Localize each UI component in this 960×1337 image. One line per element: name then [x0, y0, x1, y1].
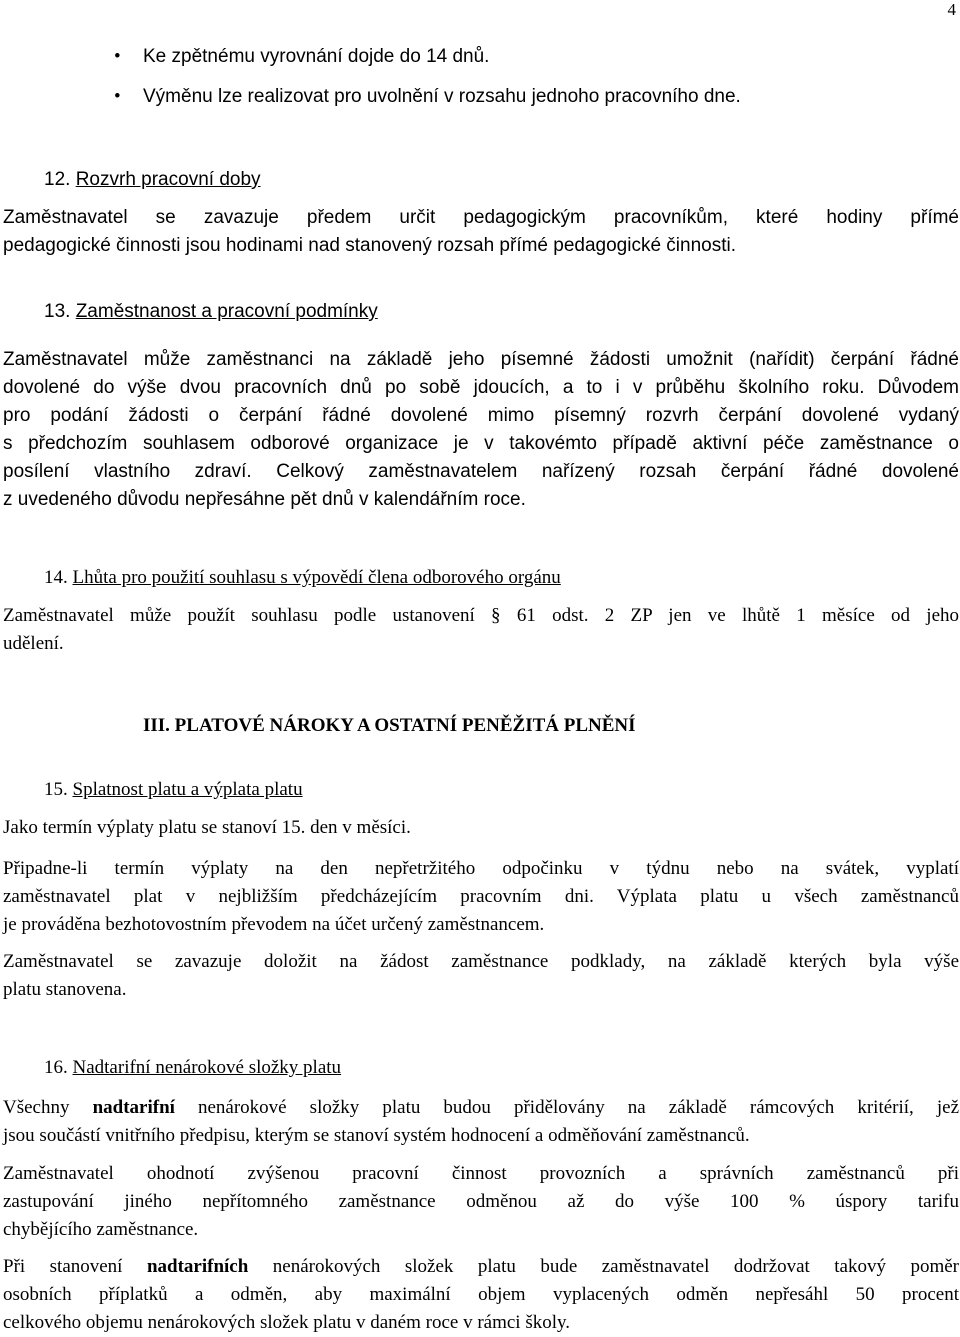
section-title: Lhůta pro použití souhlasu s výpovědí člena odborového orgánu	[72, 567, 561, 588]
text-run: Všechny	[3, 1097, 93, 1118]
part-heading: III. PLATOVÉ NÁROKY A OSTATNÍ PENĚŽITÁ PLNĚNÍ	[143, 715, 636, 736]
list-item	[0, 83, 960, 123]
section-title: Splatnost platu a výplata platu	[72, 779, 303, 800]
bullet-icon: •	[114, 46, 121, 67]
paragraph-line: posílení vlastního zdraví. Celkový zaměstnavatelem nařízený rozsah čerpání řádné dovolené	[3, 461, 959, 482]
text-run: nenárokových složek platu bude zaměstnavatel dodržovat takový poměr	[248, 1256, 959, 1277]
paragraph-line: Zaměstnavatel ohodnotí zvýšenou pracovní činnost provozních a správních zaměstnanců při	[3, 1163, 959, 1184]
section-number: 16.	[44, 1057, 68, 1078]
paragraph-line: z uvedeného důvodu nepřesáhne pět dnů v kalendářním roce.	[3, 489, 526, 510]
section-13-body	[3, 346, 959, 514]
bullet-text: Ke zpětnému vyrovnání dojde do 14 dnů.	[143, 46, 490, 67]
paragraph-line: platu stanovena.	[3, 979, 127, 1000]
section-16-p1	[3, 1094, 959, 1150]
paragraph-line: dovolené do výše dvou pracovních dnů po sobě jdoucích, a to i v průběhu školního roku. Důvodem	[3, 377, 959, 398]
section-16-heading	[44, 1054, 341, 1082]
section-number: 12.	[44, 169, 71, 190]
section-title: Zaměstnanost a pracovní podmínky	[75, 301, 378, 322]
section-number: 14.	[44, 567, 68, 588]
section-15-heading	[44, 776, 303, 804]
section-16-p2	[3, 1160, 959, 1244]
paragraph-line: pedagogické činnosti jsou hodinami nad stanovený rozsah přímé pedagogické činnosti.	[3, 235, 737, 256]
bold-term: nadtarifní	[92, 1097, 175, 1118]
paragraph-line: pro podání žádosti o čerpání řádné dovolené mimo písemný rozvrh čerpání dovolené vydaný	[3, 405, 959, 426]
section-12-heading	[44, 166, 261, 194]
paragraph-line	[3, 1253, 959, 1281]
bullet-text: Výměnu lze realizovat pro uvolnění v rozsahu jednoho pracovního dne.	[143, 86, 741, 107]
section-15-p2	[3, 855, 959, 939]
section-title: Nadtarifní nenárokové složky platu	[72, 1057, 342, 1078]
section-14-body	[3, 602, 959, 658]
paragraph-line: s předchozím souhlasem odborové organizace je v takovémto případě aktivní péče zaměstnance o	[3, 433, 959, 454]
section-15-p3	[3, 948, 959, 1004]
paragraph-line: Připadne-li termín výplaty na den nepřetržitého odpočinku v týdnu nebo na svátek, vyplatí	[3, 858, 959, 879]
paragraph-line: Zaměstnavatel se zavazuje doložit na žádost zaměstnance podklady, na základě kterých byla výše	[3, 951, 959, 972]
paragraph-line: Jako termín výplaty platu se stanoví 15. den v měsíci.	[3, 817, 411, 838]
paragraph-line: udělení.	[3, 633, 64, 654]
paragraph-line: je prováděna bezhotovostním převodem na účet určený zaměstnancem.	[3, 914, 545, 935]
section-12-body	[3, 204, 959, 260]
section-14-heading	[44, 564, 561, 592]
section-15-p1	[3, 814, 959, 842]
bullet-icon: •	[114, 86, 121, 107]
paragraph-line: jsou součástí vnitřního předpisu, kterým se stanoví systém hodnocení a odměňování zaměstnanců.	[3, 1125, 750, 1146]
paragraph-line: chybějícího zaměstnance.	[3, 1219, 199, 1240]
section-number: 15.	[44, 779, 68, 800]
section-number: 13.	[44, 301, 71, 322]
paragraph-line: Zaměstnavatel může použít souhlasu podle ustanovení § 61 odst. 2 ZP jen ve lhůtě 1 měsíce od jeho	[3, 605, 959, 626]
paragraph-line: zaměstnavatel plat v nejbližším předcházejícím pracovním dni. Výplata platu u všech zaměstnanců	[3, 886, 959, 907]
page-number: 4	[947, 0, 956, 19]
paragraph-line: zastupování jiného nepřítomného zaměstnance odměnou až do výše 100 % úspory tarifu	[3, 1191, 959, 1212]
paragraph-line: celkového objemu nenárokových složek platu v daném roce v rámci školy.	[3, 1312, 571, 1333]
paragraph-line: Zaměstnavatel může zaměstnanci na základě jeho písemné žádosti umožnit (nařídit) čerpání řádné	[3, 349, 959, 370]
bold-term: nadtarifních	[146, 1256, 249, 1277]
section-title: Rozvrh pracovní doby	[75, 169, 261, 190]
paragraph-line: Zaměstnavatel se zavazuje předem určit pedagogickým pracovníkům, které hodiny přímé	[3, 207, 959, 228]
section-16-p3	[3, 1253, 959, 1337]
list-item	[0, 43, 960, 83]
text-run: nenárokové složky platu budou přidělovány na základě rámcových kritérií, jež	[174, 1097, 960, 1118]
text-run: Při stanovení	[3, 1256, 147, 1277]
paragraph-line	[3, 1094, 959, 1122]
bullet-list	[0, 43, 960, 123]
section-13-heading	[44, 298, 378, 326]
paragraph-line: osobních příplatků a odměn, aby maximální objem vyplacených odměn nepřesáhl 50 procent	[3, 1284, 959, 1305]
